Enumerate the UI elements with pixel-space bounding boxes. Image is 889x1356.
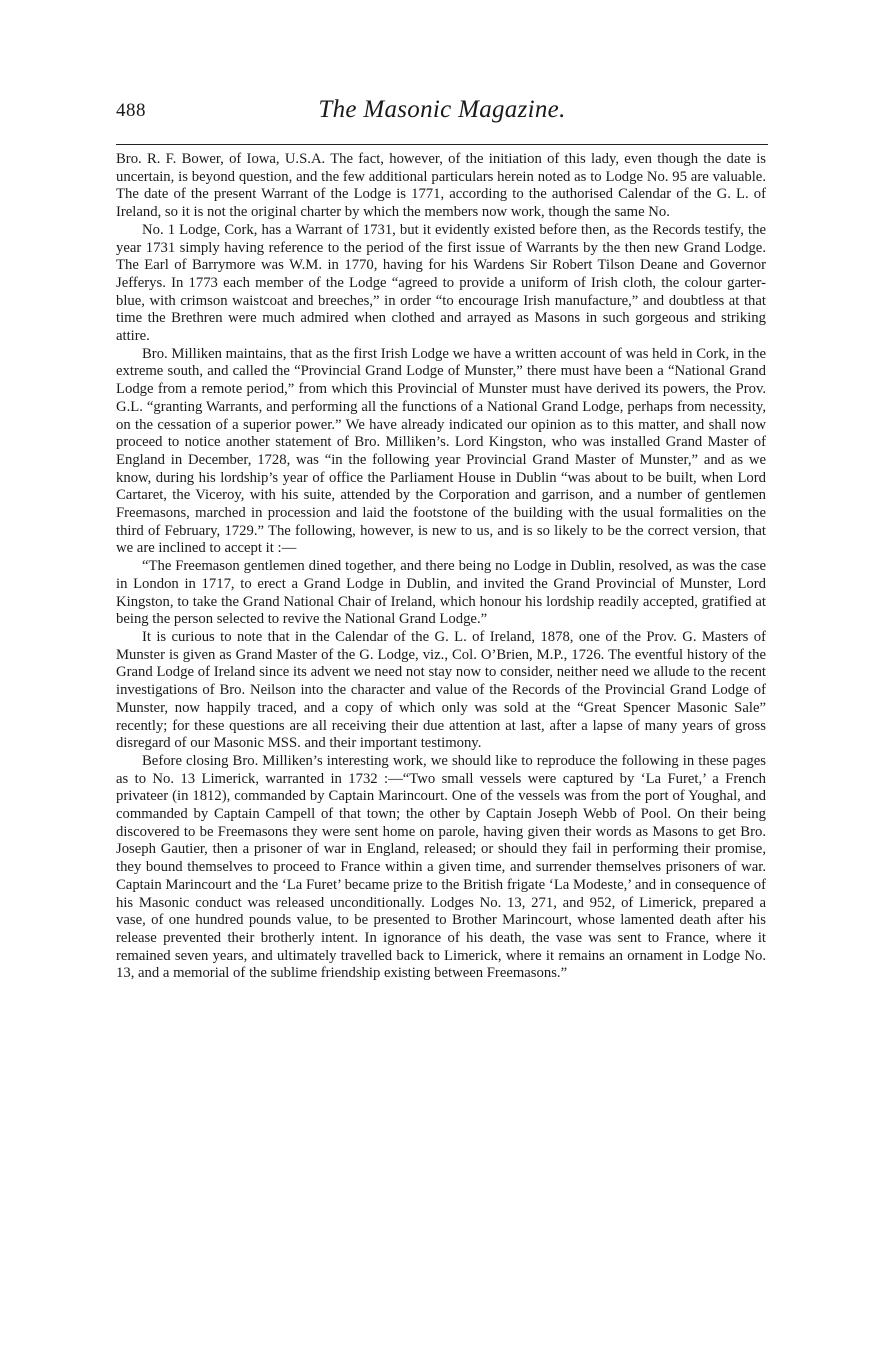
header-rule: [116, 144, 768, 145]
paragraph: Before closing Bro. Milliken’s interesting work, we should like to reproduce the following in these pages as to No. 13 Limerick, warranted in 1732 :—“Two small vessels were captured by ‘La Furet,’ a French privateer (in 1812), commanded by Captain Marincourt. One of the vessels was from the port of Youghal, and commanded by Captain Campell of that town; the other by Captain Joseph Webb of Pool. On their being discovered to be Freemasons they were sent home on parole, having given their words as Masons to get Bro. Joseph Gautier, then a prisoner of war in England, released; or should they fail in performing their promise, they bound themselves to proceed to France within a given time, and surrender themselves prisoners of war. Captain Marincourt and the ‘La Furet’ became prize to the British frigate ‘La Modeste,’ and in consequence of his Masonic conduct was released unconditionally. Lodges No. 13, 271, and 952, of Limerick, prepared a vase, of one hundred pounds value, to be presented to Brother Marincourt, whose lamented death after his release prevented their brotherly intent. In ignorance of his death, the vase was sent to France, where it remained seven years, and ultimately travelled back to Limerick, where it remains an ornament in Lodge No. 13, and a memorial of the sublime friendship existing between Freemasons.”: [116, 752, 766, 982]
paragraph: No. 1 Lodge, Cork, has a Warrant of 1731, but it evidently existed before then, as the Records testify, the year 1731 simply having reference to the period of the first issue of Warrants by the then new Grand Lodge. The Earl of Barrymore was W.M. in 1770, having for his Wardens Sir Robert Tilson Deane and Governor Jefferys. In 1773 each member of the Lodge “agreed to provide a uniform of Irish cloth, the colour garter-blue, with crimson waistcoat and breeches,” in order “to encourage Irish manufacture,” and doubtless at that time the Brethren were much admired when clothed and arrayed as Masons in such gorgeous and striking attire.: [116, 221, 766, 345]
running-title: The Masonic Magazine.: [318, 96, 566, 123]
page-header: [116, 96, 768, 136]
article-body: [116, 151, 766, 983]
paragraph: It is curious to note that in the Calendar of the G. L. of Ireland, 1878, one of the Prov. G. Masters of Munster is given as Grand Master of the G. Lodge, viz., Col. O’Brien, M.P., 1726. The eventful history of the Grand Lodge of Ireland since its advent we need not stay now to consider, neither need we allude to the recent investigations of Bro. Neilson into the character and value of the Records of the Provincial Grand Lodge of Munster, now happily traced, and a copy of which only was sold at the “Great Spencer Masonic Sale” recently; for these questions are all receiving their due attention at last, after a lapse of many years of gross disregard of our Masonic MSS. and their important testimony.: [116, 628, 766, 752]
paragraph: Bro. R. F. Bower, of Iowa, U.S.A. The fact, however, of the initiation of this lady, even though the date is uncertain, is beyond question, and the few additional particulars herein noted as to Lodge No. 95 are valuable. The date of the present Warrant of the Lodge is 1771, according to the authorised Calendar of the G. L. of Ireland, so it is not the original charter by which the members now work, though the same No.: [116, 151, 766, 221]
page-number: 488: [116, 100, 146, 121]
quoted-paragraph: “The Freemason gentlemen dined together, and there being no Lodge in Dublin, resolved, as was the case in London in 1717, to erect a Grand Lodge in Dublin, and invited the Grand Provincial of Munster, Lord Kingston, to take the Grand National Chair of Ireland, which honour his lordship readily accepted, gratified at being the person selected to revive the National Grand Lodge.”: [116, 558, 766, 628]
paragraph: Bro. Milliken maintains, that as the first Irish Lodge we have a written account of was held in Cork, in the extreme south, and called the “Provincial Grand Lodge of Munster,” there must have been a “National Grand Lodge from a remote period,” from which this Provincial of Munster must have derived its powers, the Prov. G.L. “granting Warrants, and performing all the functions of a National Grand Lodge, perhaps from necessity, on the cessation of a superior power.” We have already indicated our opinion as to this matter, and shall now proceed to notice another statement of Bro. Milliken’s. Lord Kingston, who was installed Grand Master of England in December, 1728, was “in the following year Provincial Grand Master of Munster,” and as we know, during his lordship’s year of office the Parliament House in Dublin “was about to be built, when Lord Cartaret, the Viceroy, with his suite, attended by the Corporation and garrison, and a number of gentlemen Freemasons, marched in procession and laid the footstone of the building with the usual formalities on the third of February, 1729.” The following, however, is new to us, and is so likely to be the correct version, that we are inclined to accept it :—: [116, 345, 766, 557]
